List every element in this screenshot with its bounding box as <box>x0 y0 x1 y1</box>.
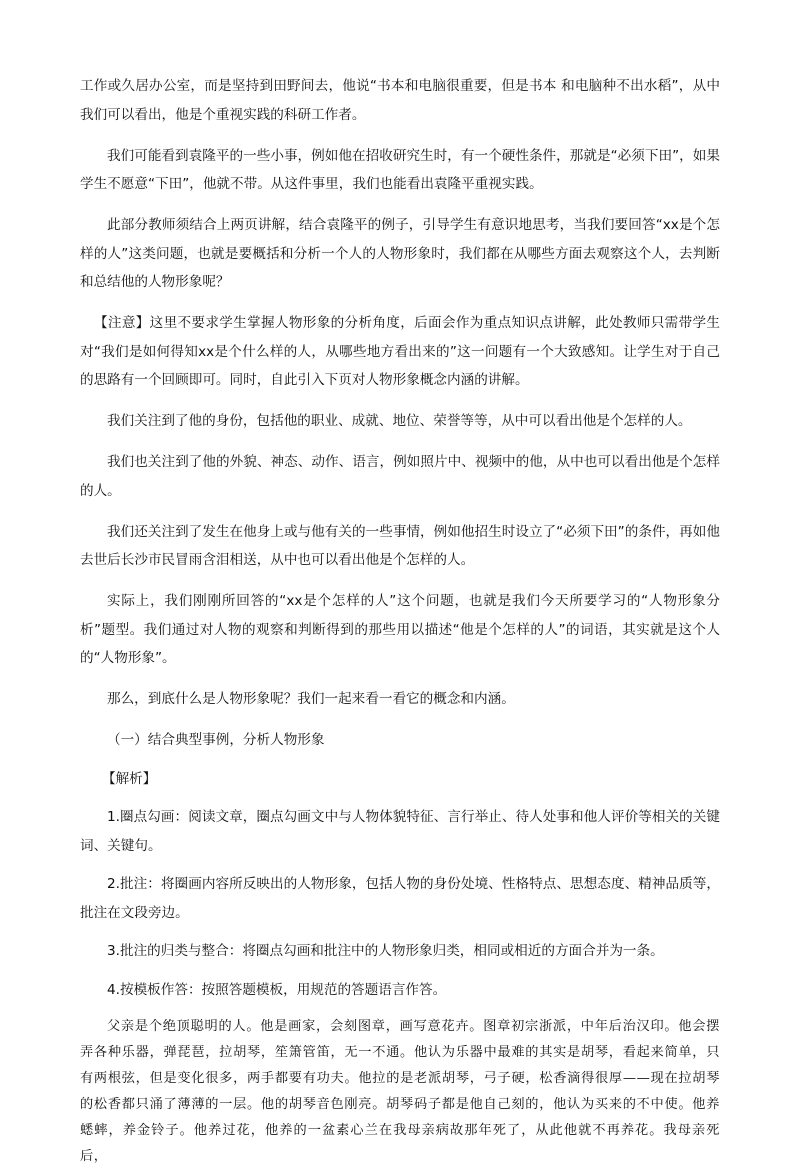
paragraph-intro: 工作或久居办公室，而是坚持到田野间去，他说“书本和电脑很重要，但是书本 和电脑种不出水稻”，从中我们可以看出，他是个重视实践的科研工作者。 <box>80 78 720 123</box>
step-item: 1.圈点勾画：阅读文章，圈点勾画文中与人物体貌特征、言行举止、待人处事和他人评价等相关的关键词、关键句。 <box>80 809 720 854</box>
paragraph-identity: 我们关注到了他的身份，包括他的职业、成就、地位、荣誉等等，从中可以看出他是个怎样的人。 <box>107 413 692 429</box>
step-item: 3.批注的归类与整合：将圈点勾画和批注中的人物形象归类，相同或相近的方面合并为一条。 <box>107 943 664 959</box>
paragraph-appearance: 我们也关注到了他的外貌、神态、动作、语言，例如照片中、视频中的他，从中也可以看出他是个怎样的人。 <box>80 454 720 499</box>
reading-excerpt: 父亲是个绝顶聪明的人。他是画家，会刻图章，画写意花卉。图章初宗浙派，中年后治汉印。他会摆弄各种乐器，弹琵琶，拉胡琴，笙箫管笛，无一不通。他认为乐器中最难的其实是胡琴，看起来简单，只有两根弦，但是变化很多，两手都要有功夫。他拉的是老派胡琴，弓子硬，松香滴得很厚——现在拉胡琴的松香都只涌了薄薄的一层。他的胡琴音色刚亮。胡琴码子都是他自己刻的，他认为买来的不中使。他养蟋蟀，养金铃子。他养过花，他养的一盆素心兰在我母亲病故那年死了，从此他就不再养花。我母亲死后， <box>80 1019 720 1164</box>
document-page <box>80 72 720 1170</box>
paragraph-events: 我们还关注到了发生在他身上或与他有关的一些事情，例如他招生时设立了“必须下田”的条件，再如他去世后长沙市民冒雨含泪相送，从中也可以看出他是个怎样的人。 <box>80 523 720 568</box>
paragraph-question: 那么，到底什么是人物形象呢？我们一起来看一看它的概念和内涵。 <box>107 691 515 707</box>
paragraph-teacher-guide: 此部分教师须结合上两页讲解，结合袁隆平的例子，引导学生有意识地思考，当我们要回答“xx是个怎样的人”这类问题，也就是要概括和分析一个人的人物形象时，我们都在从哪些方面去观察这个人，去判断和总结他的人物形象呢？ <box>80 217 720 290</box>
paragraph-note: 【注意】这里不要求学生掌握人物形象的分析角度，后面会作为重点知识点讲解，此处教师只需带学生对“我们是如何得知xx是个什么样的人，从哪些地方看出来的”这一问题有一个大致感知。让学生对于自己的思路有一个回顾即可。同时，自此引入下页对人物形象概念内涵的讲解。 <box>80 315 720 388</box>
paragraph-postgraduate: 我们可能看到袁隆平的一些小事，例如他在招收研究生时，有一个硬性条件，那就是“必须下田”，如果学生不愿意“下田”，他就不带。从这件事里，我们也能看出袁隆平重视实践。 <box>80 147 720 192</box>
section-subheading: （一）结合典型事例，分析人物形象 <box>107 732 325 748</box>
analysis-label: 【解析】 <box>102 770 157 787</box>
step-item: 4.按模板作答：按照答题模板，用规范的答题语言作答。 <box>107 981 447 998</box>
paragraph-summary: 实际上，我们刚刚所回答的“xx是个怎样的人”这个问题，也就是我们今天所要学习的“人物形象分析”题型。我们通过对人物的观察和判断得到的那些用以描述“他是个怎样的人”的词语，其实就是这个人的“人物形象”。 <box>80 593 720 666</box>
step-item: 2.批注：将圈画内容所反映出的人物形象，包括人物的身份处境、性格特点、思想态度、精神品质等，批注在文段旁边。 <box>80 876 720 921</box>
